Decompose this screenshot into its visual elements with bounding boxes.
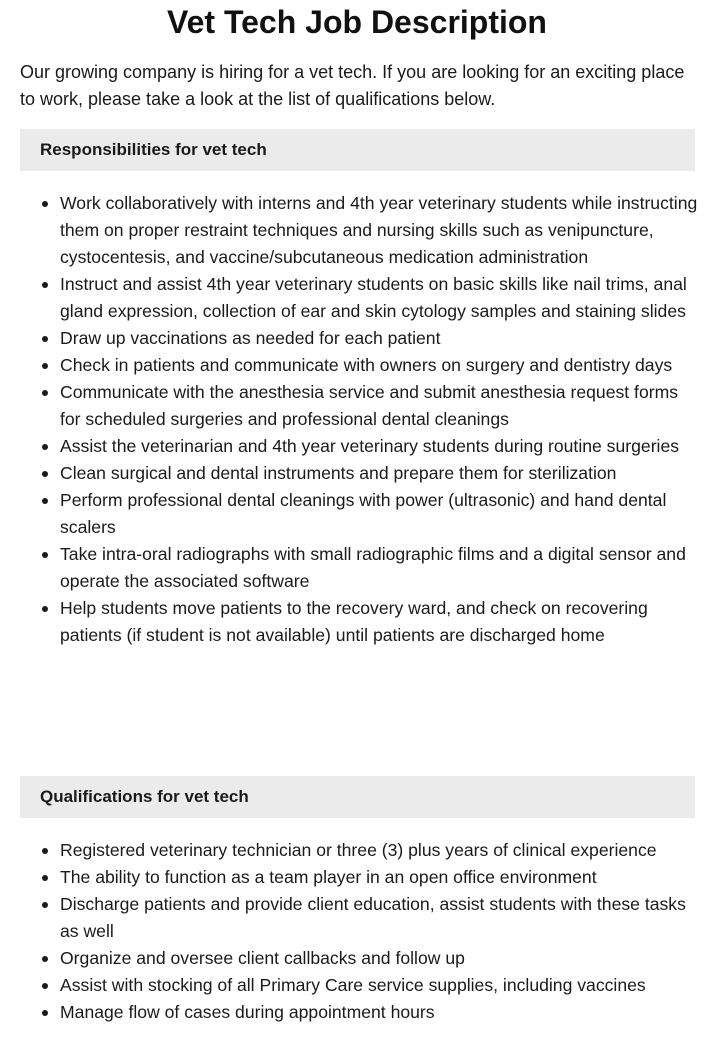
list-item: Assist the veterinarian and 4th year veterinary students during routine surgeries bbox=[60, 433, 700, 460]
list-item: Organize and oversee client callbacks and follow up bbox=[60, 945, 700, 972]
qualifications-list bbox=[20, 837, 700, 1026]
list-item: Clean surgical and dental instruments and prepare them for sterilization bbox=[60, 460, 700, 487]
responsibilities-heading: Responsibilities for vet tech bbox=[20, 129, 695, 171]
list-item: Perform professional dental cleanings with power (ultrasonic) and hand dental scalers bbox=[60, 487, 700, 541]
list-item: Check in patients and communicate with owners on surgery and dentistry days bbox=[60, 352, 700, 379]
list-item: Take intra-oral radiographs with small radiographic films and a digital sensor and operate the associated software bbox=[60, 541, 700, 595]
intro-paragraph: Our growing company is hiring for a vet tech. If you are looking for an exciting place to work, please take a look at the list of qualifications below. bbox=[20, 62, 685, 109]
qualifications-heading: Qualifications for vet tech bbox=[20, 776, 695, 818]
list-item: Work collaboratively with interns and 4th year veterinary students while instructing them on proper restraint techniques and nursing skills such as venipuncture, cystocentesis, and vaccine/subcutaneous medication administration bbox=[60, 190, 700, 271]
list-item: Discharge patients and provide client education, assist students with these tasks as well bbox=[60, 891, 700, 945]
page-title: Vet Tech Job Description bbox=[167, 4, 547, 40]
responsibilities-list bbox=[20, 190, 700, 649]
list-item: Manage flow of cases during appointment hours bbox=[60, 999, 700, 1026]
list-item: Registered veterinary technician or three (3) plus years of clinical experience bbox=[60, 837, 700, 864]
list-item: Assist with stocking of all Primary Care service supplies, including vaccines bbox=[60, 972, 700, 999]
list-item: Instruct and assist 4th year veterinary students on basic skills like nail trims, anal gland expression, collection of ear and skin cytology samples and staining slides bbox=[60, 271, 700, 325]
list-item: Help students move patients to the recovery ward, and check on recovering patients (if student is not available) until patients are discharged home bbox=[60, 595, 700, 649]
list-item: Communicate with the anesthesia service and submit anesthesia request forms for scheduled surgeries and professional dental cleanings bbox=[60, 379, 700, 433]
list-item: Draw up vaccinations as needed for each patient bbox=[60, 325, 700, 352]
list-item: The ability to function as a team player in an open office environment bbox=[60, 864, 700, 891]
